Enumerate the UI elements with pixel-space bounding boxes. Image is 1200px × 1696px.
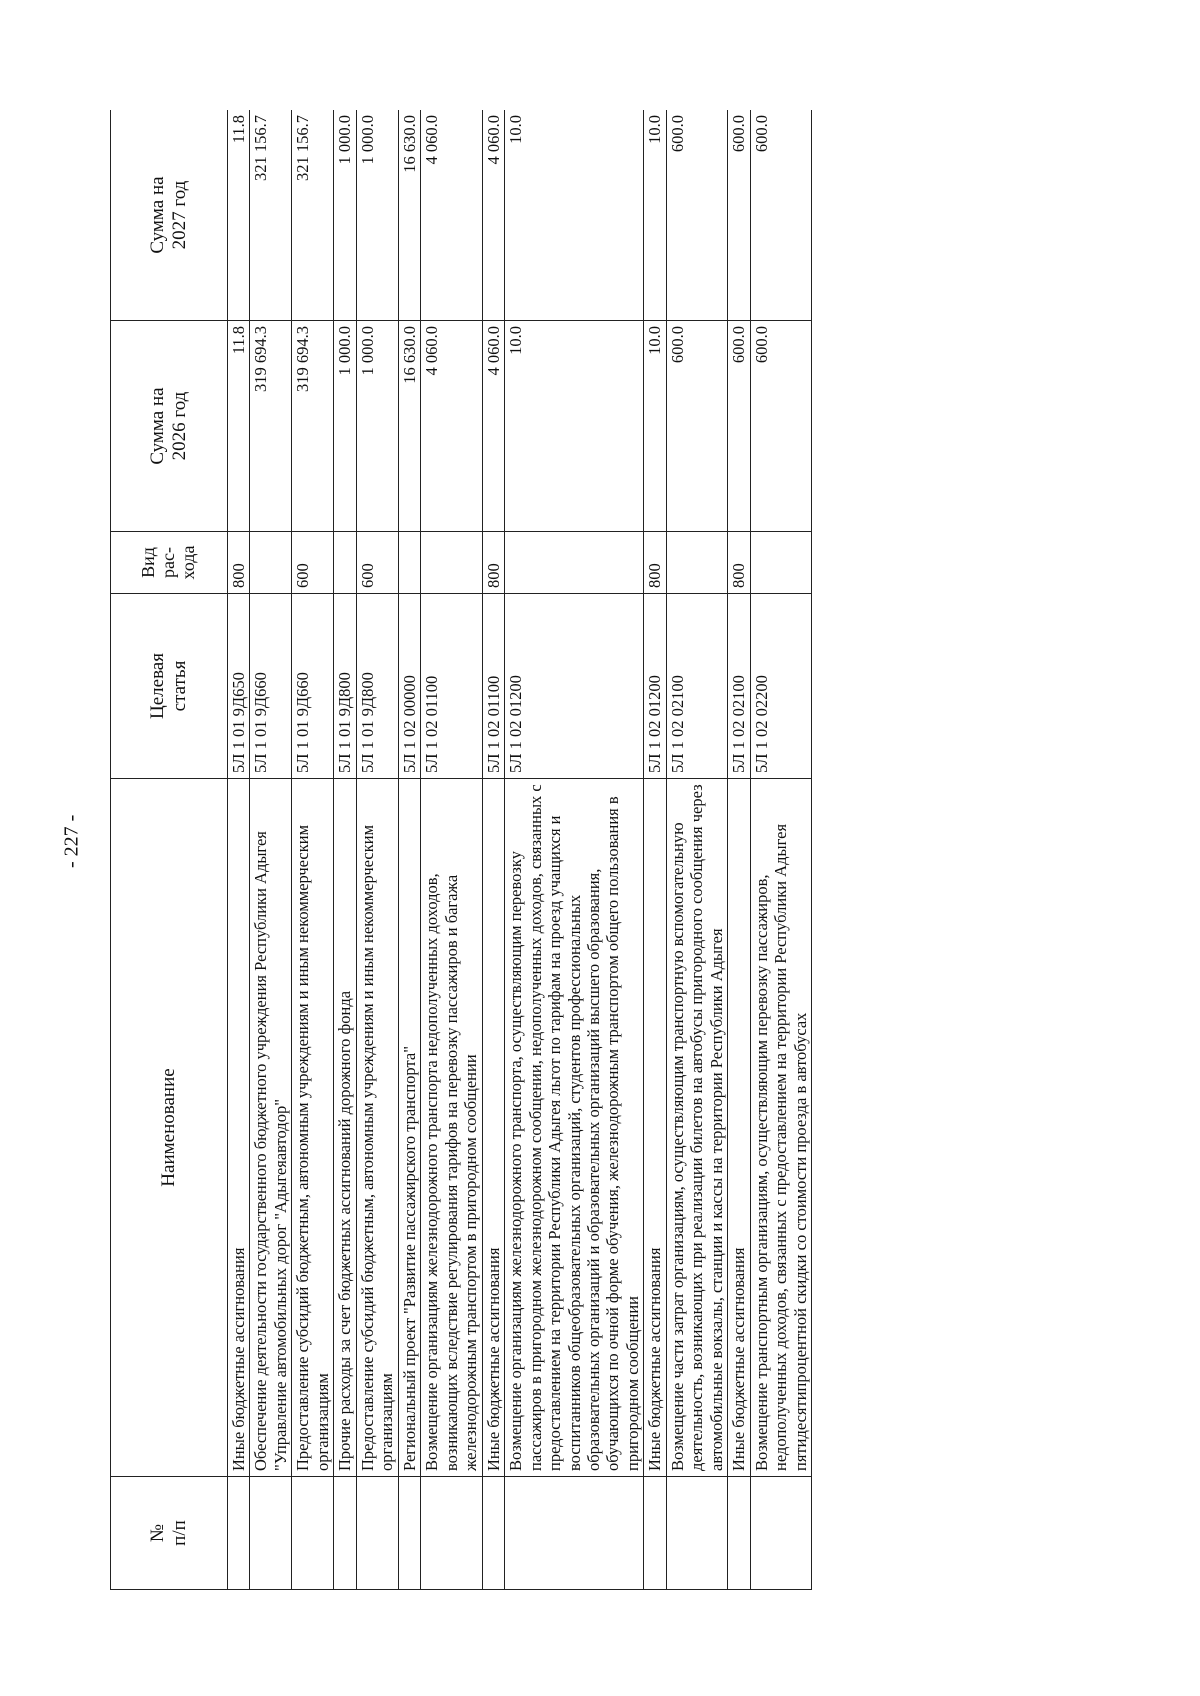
header-kind: Вид рас- хода — [111, 532, 228, 594]
rotated-table-container — [110, 110, 1040, 1590]
cell-num — [421, 1477, 482, 1590]
header-num: № п/п — [111, 1477, 228, 1590]
cell-target: 5Л 1 01 9Д650 — [228, 594, 250, 779]
table-row — [334, 110, 356, 1590]
cell-name: Возмещение транспортным организациям, осуществляющим перевозку пассажиров, недополученных доходов, связанных с предоставлением на территории Республики Адыгея пятидесятипроцентной скидки со стоимости проезда в автобусах — [750, 779, 811, 1477]
cell-target: 5Л 1 01 9Д660 — [250, 594, 292, 779]
cell-sum-2027: 321 156.7 — [250, 110, 292, 321]
cell-name: Обеспечение деятельности государственного бюджетного учреждения Республики Адыгея "Управление автомобильных дорог "Адыгеяавтодор" — [250, 779, 292, 1477]
table-row — [750, 110, 811, 1590]
cell-kind: 800 — [482, 532, 504, 594]
table-body — [228, 110, 812, 1590]
cell-name: Региональный проект "Развитие пассажирского транспорта" — [398, 779, 420, 1477]
cell-num — [334, 1477, 356, 1590]
cell-num — [482, 1477, 504, 1590]
table-row — [228, 110, 250, 1590]
cell-kind — [750, 532, 811, 594]
cell-target: 5Л 1 02 02100 — [728, 594, 750, 779]
cell-name: Иные бюджетные ассигнования — [228, 779, 250, 1477]
cell-sum-2026: 319 694.3 — [292, 321, 334, 532]
cell-kind: 800 — [228, 532, 250, 594]
cell-sum-2027: 4 060.0 — [421, 110, 482, 321]
cell-target: 5Л 1 02 00000 — [398, 594, 420, 779]
cell-target: 5Л 1 02 01100 — [421, 594, 482, 779]
cell-name: Прочие расходы за счет бюджетных ассигнований дорожного фонда — [334, 779, 356, 1477]
cell-kind — [421, 532, 482, 594]
cell-sum-2027: 321 156.7 — [292, 110, 334, 321]
table-row — [505, 110, 644, 1590]
cell-num — [228, 1477, 250, 1590]
cell-kind: 600 — [356, 532, 398, 594]
cell-name: Возмещение организациям железнодорожного транспорта недополученных доходов, возникающих вследствие регулирования тарифов на перевозку пассажиров и багажа железнодорожным транспортом в пригородном сообщении — [421, 779, 482, 1477]
cell-kind — [505, 532, 644, 594]
cell-name: Иные бюджетные ассигнования — [728, 779, 750, 1477]
table-row — [250, 110, 292, 1590]
cell-sum-2027: 16 630.0 — [398, 110, 420, 321]
cell-target: 5Л 1 02 02200 — [750, 594, 811, 779]
header-sum-2026: Сумма на 2026 год — [111, 321, 228, 532]
cell-target: 5Л 1 01 9Д660 — [292, 594, 334, 779]
cell-sum-2027: 10.0 — [644, 110, 666, 321]
header-name: Наименование — [111, 779, 228, 1477]
cell-sum-2027: 600.0 — [728, 110, 750, 321]
table-row — [356, 110, 398, 1590]
cell-sum-2026: 1 000.0 — [356, 321, 398, 532]
cell-name: Возмещение части затрат организациям, осуществляющим транспортную вспомогательную деятельность, возникающих при реализации билетов на автобусы пригородного сообщения через автомобильные вокзалы, станции и кассы на территории Республики Адыгея — [666, 779, 727, 1477]
page-number: - 227 - — [60, 814, 83, 868]
table-row — [421, 110, 482, 1590]
cell-num — [728, 1477, 750, 1590]
budget-table — [110, 110, 812, 1590]
table-row — [666, 110, 727, 1590]
cell-sum-2027: 600.0 — [666, 110, 727, 321]
cell-name: Возмещение организациям железнодорожного транспорта, осуществляющим перевозку пассажиров в пригородном железнодорожном сообщении, недополученных доходов, связанных с предоставлением на территории Республики Адыгея льгот по тарифам на проезд учащихся и воспитанников общеобразовательных организаций, студентов профессиональных образовательных организаций и образовательных организаций высшего образования, обучающихся по очной форме обучения, железнодорожным транспортом общего пользования в пригородном сообщении — [505, 779, 644, 1477]
cell-kind: 800 — [728, 532, 750, 594]
cell-sum-2026: 4 060.0 — [482, 321, 504, 532]
cell-target: 5Л 1 01 9Д800 — [334, 594, 356, 779]
cell-kind: 800 — [644, 532, 666, 594]
cell-num — [250, 1477, 292, 1590]
cell-sum-2026: 10.0 — [505, 321, 644, 532]
cell-sum-2026: 11.8 — [228, 321, 250, 532]
cell-name: Иные бюджетные ассигнования — [644, 779, 666, 1477]
cell-num — [505, 1477, 644, 1590]
cell-kind — [250, 532, 292, 594]
cell-num — [398, 1477, 420, 1590]
cell-sum-2027: 600.0 — [750, 110, 811, 321]
cell-name: Иные бюджетные ассигнования — [482, 779, 504, 1477]
header-target: Целевая статья — [111, 594, 228, 779]
header-sum-2027: Сумма на 2027 год — [111, 110, 228, 321]
table-viewport — [110, 110, 1040, 1590]
cell-target: 5Л 1 01 9Д800 — [356, 594, 398, 779]
cell-num — [356, 1477, 398, 1590]
cell-sum-2027: 10.0 — [505, 110, 644, 321]
cell-sum-2026: 10.0 — [644, 321, 666, 532]
cell-target: 5Л 1 02 01200 — [644, 594, 666, 779]
table-row — [728, 110, 750, 1590]
cell-sum-2026: 319 694.3 — [250, 321, 292, 532]
cell-sum-2027: 11.8 — [228, 110, 250, 321]
cell-num — [750, 1477, 811, 1590]
cell-name: Предоставление субсидий бюджетным, автономным учреждениям и иным некоммерческим организациям — [292, 779, 334, 1477]
cell-kind — [666, 532, 727, 594]
cell-sum-2026: 600.0 — [728, 321, 750, 532]
cell-sum-2026: 1 000.0 — [334, 321, 356, 532]
cell-sum-2026: 600.0 — [666, 321, 727, 532]
table-row — [482, 110, 504, 1590]
table-row — [644, 110, 666, 1590]
cell-num — [644, 1477, 666, 1590]
cell-num — [292, 1477, 334, 1590]
cell-sum-2027: 1 000.0 — [356, 110, 398, 321]
table-row — [292, 110, 334, 1590]
cell-target: 5Л 1 02 01200 — [505, 594, 644, 779]
cell-sum-2027: 1 000.0 — [334, 110, 356, 321]
table-row — [398, 110, 420, 1590]
cell-sum-2027: 4 060.0 — [482, 110, 504, 321]
cell-name: Предоставление субсидий бюджетным, автономным учреждениям и иным некоммерческим организациям — [356, 779, 398, 1477]
table-header-row — [111, 110, 228, 1590]
cell-num — [666, 1477, 727, 1590]
cell-sum-2026: 16 630.0 — [398, 321, 420, 532]
cell-kind — [398, 532, 420, 594]
cell-target: 5Л 1 02 02100 — [666, 594, 727, 779]
cell-kind — [334, 532, 356, 594]
cell-sum-2026: 4 060.0 — [421, 321, 482, 532]
cell-target: 5Л 1 02 01100 — [482, 594, 504, 779]
cell-sum-2026: 600.0 — [750, 321, 811, 532]
cell-kind: 600 — [292, 532, 334, 594]
